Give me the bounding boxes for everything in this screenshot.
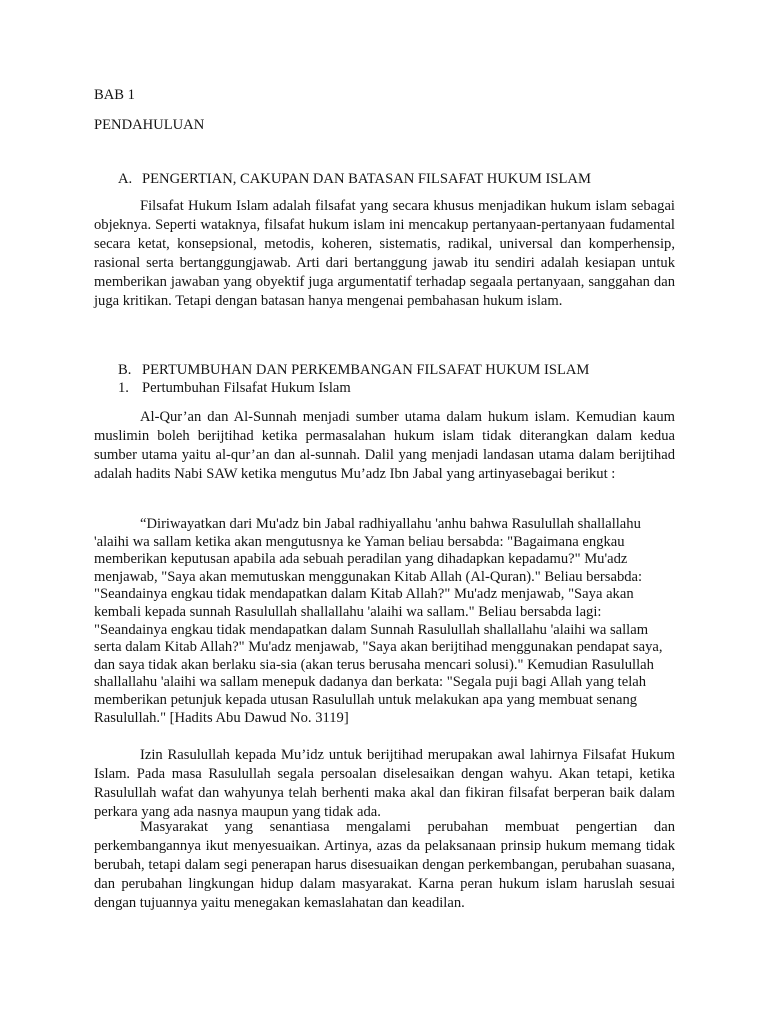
section-b-paragraph-3: Masyarakat yang senantiasa mengalami perubahan membuat pengertian dan perkembangannya ikut menyesuaikan. Artinya, azas da pelaksanaan prinsip hukum memang tidak berubah, tetapi dalam segi penerapan harus disesuaikan dengan perkembangan, perubahan suasana, dan perubahan lingkungan hidup dalam masyarakat. Karna peran hukum islam haruslah sesuai dengan tujuannya yaitu menegakan kemaslahatan dan keadilan. [94,819,675,912]
chapter-label: BAB 1 [94,87,135,103]
section-b-paragraph-1: Al-Qur’an dan Al-Sunnah menjadi sumber utama dalam hukum islam. Kemudian kaum muslimin boleh berijtihad ketika permasalahan hukum islam tidak diterangkan dalam kedua sumber utama yaitu al-qur’an dan al-sunnah. Dalil yang menjadi landasan utama dalam berijtihad adalah hadits Nabi SAW ketika mengutus Mu’adz Ibn Jabal yang artinyasebagai berikut : [94,409,675,483]
section-b-marker: B. [118,362,132,378]
section-b-heading [118,361,589,380]
section-a-paragraph: Filsafat Hukum Islam adalah filsafat yang secara khusus menjadikan hukum islam sebagai objeknya. Seperti wataknya, filsafat hukum islam ini mencakup pertanyaan-pertanyaan fudamental secara ketat, konsepsional, metodis, koheren, sistematis, radikal, universal dan komperhensip, rasional serta bertanggungjawab. Arti dari bertanggung jawab itu sendiri adalah kesiapan untuk memberikan jawaban yang obyektif juga argumentatif terhadap segaala pertanyaan, sanggahan dan juga kritikan. Tetapi dengan batasan hanya mengenai pembahasan hukum islam. [94,198,675,310]
subsection-1-heading [118,379,351,398]
hadith-quote: “Diriwayatkan dari Mu'adz bin Jabal radhiyallahu 'anhu bahwa Rasulullah shallallahu 'alaihi wa sallam ketika akan mengutusnya ke Yaman beliau bersabda: "Bagaimana engkau memberikan keputusan apabila ada sebuah peradilan yang dihadapkan kepadamu?" Mu'adz menjawab, "Saya akan memutuskan menggunakan Kitab Allah (Al-Quran)." Beliau bersabda: "Seandainya engkau tidak mendapatkan dalam Kitab Allah?" Mu'adz menjawab, "Saya akan kembali kepada sunnah Rasulullah shallallahu 'alaihi wa sallam." Beliau bersabda lagi: "Seandainya engkau tidak mendapatkan dalam Sunnah Rasulullah shallallahu 'alaihi wa sallam serta dalam Kitab Allah?" Mu'adz menjawab, "Saya akan berijtihad menggunakan pendapat saya, dan saya tidak akan berlaku sia-sia (akan terus berusaha mencari solusi)." Kemudian Rasulullah shallallahu 'alaihi wa sallam menepuk dadanya dan berkata: "Segala puji bagi Allah yang telah memberikan petunjuk kepada utusan Rasulullah untuk melakukan apa yang membuat senang Rasulullah." [Hadits Abu Dawud No. 3119] [94,516,663,726]
chapter-title: PENDAHULUAN [94,117,205,133]
section-b-heading-text: PERTUMBUHAN DAN PERKEMBANGAN FILSAFAT HUKUM ISLAM [142,362,590,378]
section-a-heading [118,170,591,189]
section-b-paragraph-2: Izin Rasulullah kepada Mu’idz untuk berijtihad merupakan awal lahirnya Filsafat Hukum Islam. Pada masa Rasulullah segala persoalan diselesaikan dengan wahyu. Akan tetapi, ketika Rasulullah wafat dan wahyunya telah berhenti maka akal dan fikiran filsafat berperan baik dalam perkara yang ada nasnya maupun yang tidak ada. [94,747,675,821]
subsection-1-marker: 1. [118,380,129,396]
section-a-heading-text: PENGERTIAN, CAKUPAN DAN BATASAN FILSAFAT HUKUM ISLAM [142,171,591,187]
section-a-marker: A. [118,171,133,187]
subsection-1-heading-text: Pertumbuhan Filsafat Hukum Islam [142,380,351,396]
